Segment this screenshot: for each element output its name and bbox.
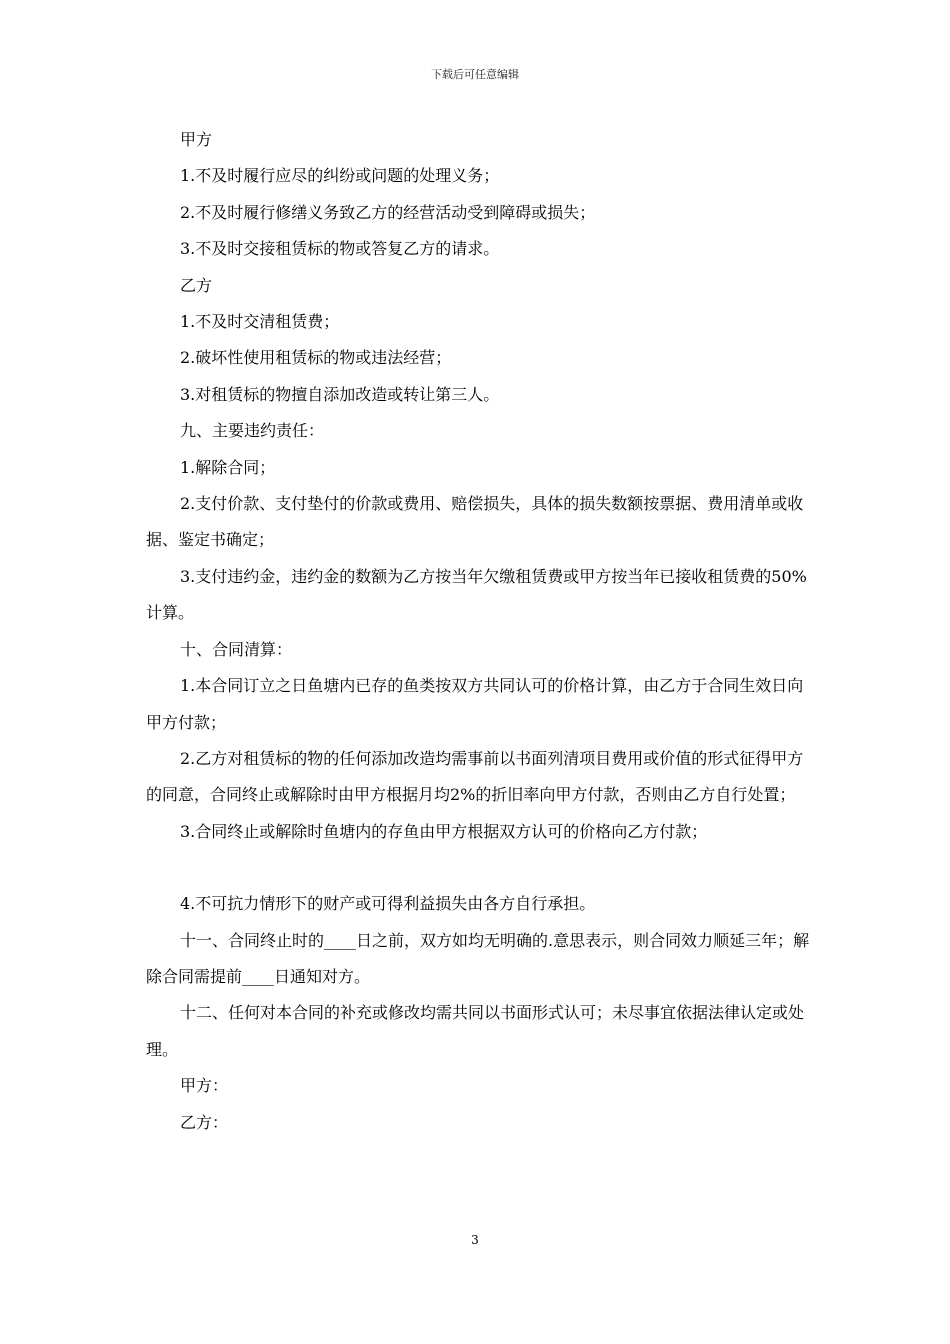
signature-party-a: 甲方： xyxy=(180,1076,229,1096)
paragraph: 甲方 xyxy=(180,130,213,149)
document-body xyxy=(146,122,814,1141)
paragraph: 3.合同终止或解除时鱼塘内的存鱼由甲方根据双方认可的价格向乙方付款； xyxy=(180,821,708,841)
paragraph: 1.不及时交清租赁费； xyxy=(180,312,340,332)
paragraph: 3.对租赁标的物擅自添加改造或转让第三人。 xyxy=(180,384,500,404)
paragraph: 乙方 xyxy=(180,275,213,295)
paragraph: 1.解除合同； xyxy=(180,457,276,477)
page-number: 3 xyxy=(471,1233,479,1247)
paragraph: 2.破坏性使用租赁标的物或违法经营； xyxy=(180,348,452,368)
paragraph: 2.支付价款、支付垫付的价款或费用、赔偿损失，具体的损失数额按票据、费用清单或收据、鉴定书确定； xyxy=(146,494,804,550)
paragraph: 3.不及时交接租赁标的物或答复乙方的请求。 xyxy=(180,239,500,259)
paragraph: 4.不可抗力情形下的财产或可得利益损失由各方自行承担。 xyxy=(180,894,596,914)
page-header: 下载后可任意编辑 xyxy=(431,68,519,81)
paragraph: 3.支付违约金，违约金的数额为乙方按当年欠缴租赁费或甲方按当年已接收租赁费的50%计算。 xyxy=(146,566,807,623)
section-heading: 九、主要违约责任： xyxy=(180,421,325,441)
paragraph: 1.本合同订立之日鱼塘内已存的鱼类按双方共同认可的价格计算，由乙方于合同生效日向甲方付款； xyxy=(146,676,804,732)
paragraph: 2.不及时履行修缮义务致乙方的经营活动受到障碍或损失； xyxy=(180,202,596,222)
blank-line xyxy=(146,850,814,886)
section-heading: 十、合同清算： xyxy=(180,639,293,659)
paragraph: 1.不及时履行应尽的纠纷或问题的处理义务； xyxy=(180,166,500,186)
section-heading: 十一、合同终止时的____日之前，双方如均无明确的.意思表示，则合同效力顺延三年；解除合同需提前____日通知对方。 xyxy=(146,930,810,986)
section-heading: 十二、任何对本合同的补充或修改均需共同以书面形式认可；未尽事宜依据法律认定或处理。 xyxy=(146,1003,805,1059)
paragraph: 2.乙方对租赁标的物的任何添加改造均需事前以书面列清项目费用或价值的形式征得甲方的同意，合同终止或解除时由甲方根据月均2%的折旧率向甲方付款，否则由乙方自行处置； xyxy=(146,748,804,805)
signature-party-b: 乙方： xyxy=(180,1112,229,1132)
